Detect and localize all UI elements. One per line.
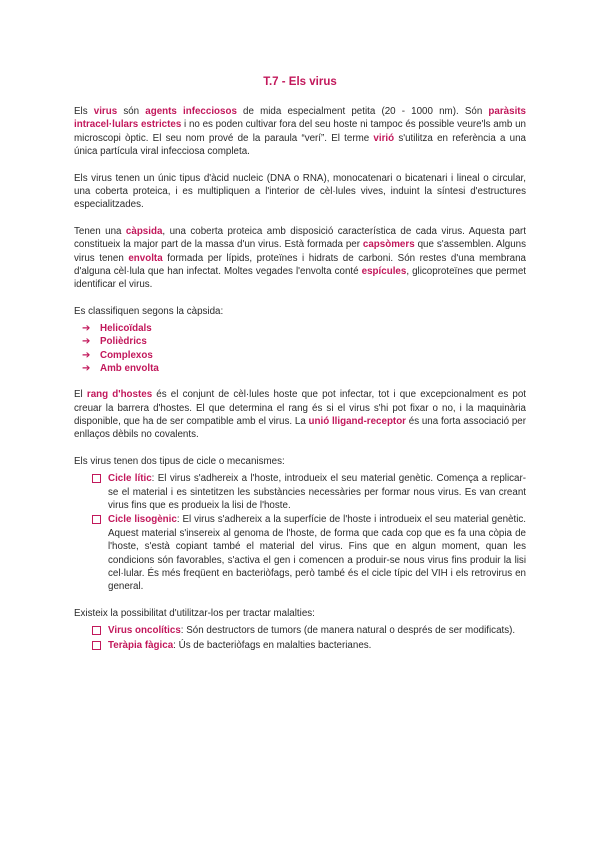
- term-virio: virió: [373, 132, 395, 144]
- term-cicle-litic: Cicle lític: [108, 473, 152, 485]
- list-item-text: : El virus s'adhereix a l'hoste, introdueix el seu material genètic. Comença a replicar-se el material i es sintetitzen les substàncies necessàries per formar nous virus. Es van creant virus fins que es produeix la lisi de l'hoste.: [108, 473, 526, 511]
- paragraph-cycles-intro: Els virus tenen dos tipus de cicle o mecanismes:: [74, 455, 285, 467]
- list-item-text: : Ús de bacteriòfags en malalties bacterianes.: [173, 639, 372, 651]
- cycle-list: [92, 472, 526, 594]
- text-run: , glicoproteïnes que permet identificar el virus.: [74, 266, 526, 291]
- list-item-text: : El virus s'adhereix a la superfície de l'hoste i introdueix el seu material genètic. Aquest material s'insereix al genoma de l'hoste, de forma que cada cop que es fa una còpia de l'hoste, s'està copiant també el material del virus. Fins que en algun moment, quan les condicions són favorables, s'activa el gen i comencen a produir-se nous virus fins produir la lisi cel·lular. És més freqüent en bacteriòfags, però també és el cicle típic del VIH i els retrovirus en general.: [108, 514, 526, 593]
- text-run: de mida especialment petita (20 - 1000 nm). Són: [236, 106, 489, 117]
- list-item-text: : Són destructors de tumors (de manera natural o després de ser modificats).: [180, 625, 516, 637]
- term-capsomers: capsòmers: [362, 239, 415, 251]
- paragraph-host-range: [74, 388, 526, 442]
- list-item: [82, 349, 526, 362]
- list-item-label: Helicoïdals: [100, 323, 152, 335]
- arrow-right-icon: ➔: [82, 336, 91, 348]
- text-run: són: [117, 106, 146, 117]
- text-run: és el conjunt de cèl·lules hoste que pot infectar, tot i que excepcionalment es pot creuar la barrera d'hostes. El que determina el rang és si el virus s'hi pot fixar o no, i la maquinària disponible, que ha de ser compatible amb el virus. La: [74, 389, 526, 427]
- treatment-list: [92, 624, 526, 652]
- term-rang-hostes: rang d'hostes: [86, 389, 153, 401]
- paragraph-intro: [74, 105, 526, 159]
- text-run: Els: [74, 106, 94, 117]
- list-item: [92, 513, 526, 593]
- checkbox-icon: [92, 641, 101, 650]
- paragraph-treatments-intro: Existeix la possibilitat d'utilitzar-los per tractar malalties:: [74, 607, 315, 619]
- list-item-label: Amb envolta: [100, 362, 159, 374]
- term-espicules: espícules: [361, 266, 407, 278]
- text-run: és una forta associació per enllaços dèbils no covalents.: [74, 415, 526, 441]
- text-run: , una coberta proteica amb disposició característica de cada virus. Aquesta part constitueix la major part de la massa d'un virus. Està formada per: [74, 225, 526, 251]
- text-run: i no es poden cultivar fora del seu hoste ni tampoc és possible veure'ls amb un microscopi òptic. El seu nom prové de la paraula “verí”. El terme: [74, 119, 526, 144]
- term-agents-infecciosos: agents infecciosos: [145, 106, 237, 117]
- term-envolta: envolta: [128, 252, 163, 264]
- list-item-label: Complexos: [100, 349, 153, 361]
- list-item: [92, 472, 526, 512]
- term-cicle-lisogenic: Cicle lisogènic: [108, 514, 177, 526]
- term-terapia-fagica: Teràpia fàgica: [108, 639, 174, 651]
- text-run: Tenen una: [74, 225, 126, 237]
- checkbox-icon: [92, 515, 101, 524]
- arrow-right-icon: ➔: [82, 362, 91, 374]
- list-item: [82, 335, 526, 348]
- text-run: El: [74, 389, 87, 401]
- term-capsida: càpsida: [125, 225, 163, 237]
- term-virus-oncolitics: Virus oncolítics: [108, 625, 181, 637]
- list-item-label: Polièdrics: [100, 336, 147, 348]
- text-run: s'utilitza en referència a una única partícula viral infecciosa completa.: [74, 132, 526, 158]
- arrow-right-icon: ➔: [82, 349, 91, 361]
- document-page: [74, 76, 526, 665]
- page-title: T.7 - Els virus: [263, 76, 337, 88]
- arrow-right-icon: ➔: [82, 323, 91, 335]
- term-parasits: paràsits intracel·lulars estrictes: [74, 106, 526, 131]
- list-item: [92, 639, 526, 652]
- list-item: [82, 322, 526, 335]
- term-unio-lligand-receptor: unió lligand-receptor: [308, 415, 406, 427]
- checkbox-icon: [92, 626, 101, 635]
- list-item: [82, 362, 526, 375]
- text-run: formada per lípids, proteïnes i hidrats de carboni. Són restes d'una membrana d'alguna cèl·lula que han infectat. Moltes vegades l'envolta conté: [74, 252, 526, 278]
- capsid-type-list: [82, 322, 526, 375]
- checkbox-icon: [92, 474, 101, 483]
- paragraph-classification: Es classifiquen segons la càpsida:: [74, 305, 224, 317]
- text-run: que s'assemblen. Alguns virus tenen: [74, 239, 527, 264]
- paragraph-structure: Els virus tenen un únic tipus d'àcid nucleic (DNA o RNA), monocatenari o bicatenari i lineal o circular, una coberta proteica, i es multipliquen a l'interior de cèl·lules vives, induint la síntesi d'estructures especialitzades.: [74, 172, 526, 211]
- paragraph-capsida: [74, 225, 526, 292]
- list-item: [92, 624, 526, 637]
- term-virus: virus: [93, 106, 118, 117]
